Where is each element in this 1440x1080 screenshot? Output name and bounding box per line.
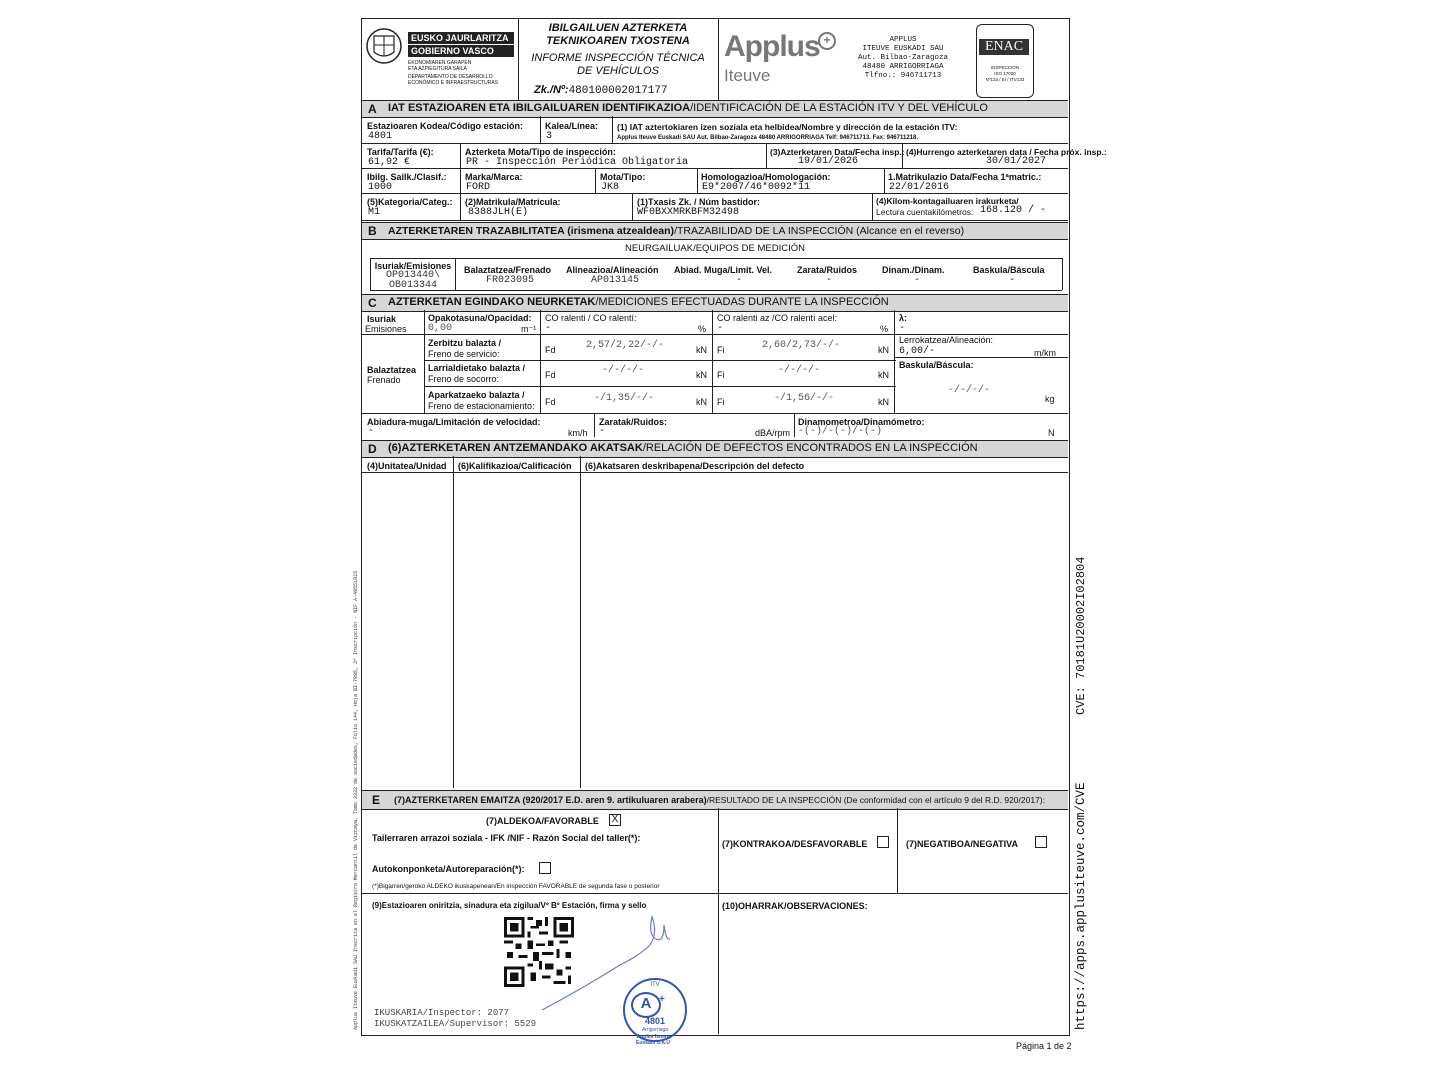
speed-label: Abiadura-muga/Limitación de velocidad: [367, 417, 541, 427]
opacity-value: 0,00 [428, 323, 453, 334]
vin-label: (1)Txasis Zk. / Núm bastidor: [637, 197, 761, 207]
co-acc-unit: % [880, 324, 889, 334]
eq-noise-val: - [826, 275, 833, 286]
rescue-fd-label: Fd [545, 370, 556, 380]
enac-sub3: Nº133 / EI / ITV133 [985, 77, 1025, 82]
enac-logo [976, 24, 1034, 98]
eq-brake-label: Balaztatzea/Frenado [464, 265, 552, 275]
rescue-fi: -/-/-/- [778, 365, 821, 376]
eq-align-label: Alineazioa/Alineación [566, 265, 659, 275]
opacity-label: Opakotasuna/Opacidad: [428, 313, 532, 323]
vin-value: WF0BXXMRKBFM32498 [637, 207, 740, 218]
eq-emissions-label: Isuriak/Emisiones [374, 261, 452, 271]
gov-name1: EUSKO JAURLARITZA [408, 32, 514, 44]
selfrepair-label: Autokonponketa/Autoreparación(*): [372, 864, 525, 874]
gov-logo [364, 22, 514, 92]
section-b-letter: B [368, 224, 377, 238]
parking-fd-label: Fd [545, 397, 556, 407]
section-d-title-es: /RELACIÓN DE DEFECTOS ENCONTRADOS EN LA INSPECCIÓN [642, 442, 978, 454]
inspector: IKUSKARIA/Inspector: 2077 [374, 1008, 510, 1018]
section-d-title-eu: (6)AZTERKETAREN ANTZEMANDAKO AKATSAK [388, 442, 643, 454]
co-label: CO ralenti / CO ralentí: [545, 313, 637, 323]
section-d-title [388, 442, 978, 454]
brand-sub: Iteuve [724, 66, 771, 85]
plus-icon: + [818, 32, 836, 50]
rescue-label2: Freno de socorro: [428, 374, 500, 384]
km-label1: (4)Kilom-kontagailuaren irakurketa/ [876, 196, 1019, 206]
co-value: - [545, 323, 552, 334]
stamp-number: 4801 [644, 1016, 666, 1026]
itv-name: Applus Iteuve Euskadi SAU Aut. Bilbao-Zaragoza 48480 ARRIGORRIAGA Telf: 946711713. Fax: 946711218. [617, 135, 918, 141]
scale-label: Baskula/Báscula: [899, 360, 974, 370]
section-a-title-es: /IDENTIFICACIÓN DE LA ESTACIÓN ITV Y DEL VEHÍCULO [690, 102, 988, 114]
align-unit: m/km [1034, 348, 1056, 358]
co-unit: % [698, 324, 707, 334]
title-line2: TEKNIKOAREN TXOSTENA [546, 35, 690, 47]
section-e-title-es: /RESULTADO DE LA INSPECCIÓN (De conformidad con el artículo 9 del R.D. 920/2017): [706, 795, 1045, 805]
gov-dept4: ECONÓMICO E INFRAESTRUCTURAS [408, 80, 499, 86]
gov-shield-icon [364, 26, 404, 66]
scale-unit: kg [1045, 394, 1055, 404]
parking-fi-unit: kN [878, 397, 889, 407]
col-qualification: (6)Kalifikazioa/Calificación [458, 461, 572, 471]
parking-fi-label: Fi [717, 397, 725, 407]
equipment-title: NEURGAILUAK/EQUIPOS DE MEDICIÓN [624, 243, 805, 254]
stamp-company1: Applus Iteuve [636, 1034, 670, 1040]
brake-label2: Frenado [367, 375, 401, 385]
emissions-label1: Isuriak [367, 314, 397, 324]
service-fd: 2,57/2,22/-/- [586, 340, 665, 351]
insp-date: 19/01/2026 [798, 156, 859, 167]
lambda-label: λ: [899, 313, 908, 323]
service-fi-unit: kN [878, 345, 889, 355]
title-line3: INFORME INSPECCIÓN TÉCNICA [531, 52, 705, 64]
type-label: Mota/Tipo: [600, 172, 646, 182]
service-fi: 2,60/2,73/-/- [762, 340, 841, 351]
registry-text: Applus Iteuve Euskadi SAU Inscrita en el Registro Mercantil de Vizcaya, Tomo 3332 de sociedades, Folio 144, Hoja BI-7985, 3ª Inscripción - NIF A-48551815 [353, 570, 359, 1030]
page-number: Página 1 de 2 [1016, 1041, 1072, 1051]
section-d-letter: D [368, 442, 377, 456]
doc-number-row [534, 84, 668, 97]
km-value: 168.120 / - [980, 205, 1047, 216]
first-reg: 22/01/2016 [889, 182, 950, 193]
company-line2: ITEUVE EUSKADI SAU [862, 45, 944, 53]
eq-dyn-label: Dinam./Dinam. [882, 265, 945, 275]
section-a-title [388, 102, 988, 114]
eq-speed-label: Abiad. Muga/Limit. Vel. [674, 265, 773, 275]
stamp-bottom: Arrigorriaga [641, 1027, 669, 1033]
rescue-label1: Larrialdietako balazta / [428, 363, 526, 373]
eq-speed-val: - [736, 275, 743, 286]
station-code: 4801 [368, 131, 393, 142]
supervisor: IKUSKATZAILEA/Supervisor: 5529 [374, 1019, 537, 1029]
eq-brake-val: FR023095 [486, 275, 535, 286]
speed-unit: km/h [568, 428, 588, 438]
brand-label: Marka/Marca: [465, 172, 523, 182]
eq-dyn-val: - [914, 275, 921, 286]
homol-value: E9*2007/46*0092*11 [702, 182, 811, 193]
brand-value: FORD [466, 182, 491, 193]
negative-label: (7)NEGATIBOA/NEGATIVA [906, 839, 1018, 849]
insp-type-label: Azterketa Mota/Tipo de inspección: [465, 147, 616, 157]
stamp-plus-icon: + [659, 994, 665, 1005]
category-value: M1 [368, 207, 381, 218]
col-unit: (4)Unitatea/Unidad [367, 461, 447, 471]
eq-emissions-val1: OP013440\ [385, 270, 440, 281]
dyn-unit: N [1048, 428, 1055, 438]
section-c-title-eu: AZTERKETAN EGINDAKO NEURKETAK [388, 296, 596, 308]
co-acc-label: CO ralenti az /CO ralentí acel: [717, 313, 838, 323]
stamp-a-icon: A [631, 992, 661, 1018]
emissions-label2: Emisiones [365, 324, 407, 334]
cve-url[interactable]: https://apps.applusiteuve.com/CVE [1074, 782, 1088, 1030]
favorable-checkbox[interactable]: X [609, 814, 621, 826]
line-label: Kalea/Línea: [545, 121, 599, 131]
rescue-fd-unit: kN [696, 370, 707, 380]
gov-name2: GOBIERNO VASCO [408, 45, 514, 57]
parking-fi: -/1,56/-/- [774, 393, 835, 404]
section-e-title-eu: (7)AZTERKETAREN EMAITZA (920/2017 E.D. aren 9. artikuluaren arabera) [394, 795, 707, 805]
title-es [520, 52, 716, 78]
eq-emissions-val2: OB013344 [388, 280, 437, 291]
company-line1: APPLUS [889, 36, 917, 44]
align-value: 6,00/- [899, 346, 936, 357]
first-reg-label: 1.Matrikulazio Data/Fecha 1ªmatric.: [888, 172, 1042, 182]
noise-label: Zaratak/Ruidos: [599, 417, 668, 427]
class-label: Ibilg. Sailk./Clasif.: [367, 172, 447, 182]
itv-name-label: (1) IAT aztertokiaren izen soziala eta helbidea/Nombre y dirección de la estación ITV: [617, 122, 958, 132]
enac-sub1: INSPECCIÓN [990, 65, 1019, 70]
dyn-label: Dinamometroa/Dinamómetro: [798, 417, 925, 427]
eq-scale-val: - [1009, 275, 1016, 286]
enac-text: ENAC [979, 39, 1029, 55]
title-eu [520, 22, 716, 48]
rescue-fi-unit: kN [878, 370, 889, 380]
station-code-label: Estazioaren Kodea/Código estación: [367, 121, 524, 131]
section-c-title-es: /MEDICIONES EFECTUADAS DURANTE LA INSPECCIÓN [595, 296, 889, 308]
eq-scale-label: Baskula/Báscula [973, 265, 1045, 275]
section-a-title-eu: IAT ESTAZIOAREN ETA IBILGAILUAREN IDENTIFIKAZIOA [388, 102, 691, 114]
section-b-title-eu: AZTERKETAREN TRAZABILITATEA (irismena atzealdean) [388, 225, 675, 237]
section-a-letter: A [368, 102, 377, 116]
tariff-label: Tarifa/Tarifa (€): [367, 147, 434, 157]
align-label: Lerrokatzea/Alineación: [899, 335, 994, 345]
parking-label2: Freno de estacionamiento: [428, 401, 535, 411]
gov-dept1: EKONOMIAREN GARAPEN [408, 60, 472, 66]
parking-fd: -/1,35/-/- [594, 393, 655, 404]
stamp-company2: Euskadi S.A.U [636, 1040, 670, 1046]
unfavorable-checkbox[interactable] [877, 836, 889, 848]
speed-value: - [368, 426, 375, 437]
enac-sub2: ISO 17020 [994, 71, 1016, 76]
rescue-fi-label: Fi [717, 370, 725, 380]
col-description: (6)Akatsaren deskribapena/Descripción del defecto [585, 461, 805, 471]
brand-logo: Applus [724, 30, 820, 63]
section-b-title-es: /TRAZABILIDAD DE LA INSPECCIÓN (Alcance en el reverso) [674, 225, 965, 237]
gov-dept2: ETA AZPIEGITURA SAILA [408, 66, 467, 72]
parking-fd-unit: kN [696, 397, 707, 407]
eq-noise-label: Zarata/Ruidos [797, 265, 858, 275]
favorable-label: (7)ALDEKOA/FAVORABLE [486, 816, 599, 826]
rescue-fd: -/-/-/- [602, 365, 645, 376]
doc-number-label: Zk./Nº: [534, 84, 569, 96]
lambda-value: - [899, 323, 906, 334]
service-fd-label: Fd [545, 345, 556, 355]
noise-unit: dBA/rpm [755, 428, 791, 438]
eq-align-val: AP013145 [591, 275, 640, 286]
homol-label: Homologazioa/Homologación: [701, 172, 831, 182]
service-label2: Freno de servicio: [428, 349, 500, 359]
insp-date-label: (3)Azterketaren Data/Fecha insp.: [770, 147, 905, 157]
selfrepair-checkbox[interactable] [539, 862, 551, 874]
dyn-value: -(-)/-(-)/-(-) [798, 426, 883, 437]
tariff-value: 61,92 € [368, 157, 411, 168]
section-b-title [388, 225, 964, 237]
unfavorable-label: (7)KONTRAKOA/DESFAVORABLE [722, 839, 868, 849]
station-stamp [623, 978, 687, 1042]
stamp-top: ITV [650, 982, 660, 988]
brake-label1: Balaztatzea [367, 365, 417, 375]
signature-label: (9)Estazioaren oniritzia, sinadura eta zigilua/Vº Bº Estación, firma y sello [372, 901, 647, 910]
workshop-label: Tailerraren arrazoi soziala - IFK /NIF - Razón Social del taller(*): [372, 833, 641, 843]
scale-value: -/-/-/- [948, 385, 991, 396]
observations-label: (10)OHARRAK/OBSERVACIONES: [722, 901, 868, 911]
co-acc-value: - [717, 323, 724, 334]
opacity-unit: m⁻¹ [521, 324, 537, 334]
plate-value: 8388JLH(E) [468, 207, 529, 218]
parking-label1: Aparkatzaeko balazta / [428, 390, 525, 400]
section-c-title [388, 296, 889, 308]
footnote: (*)Bigarren/geroko ALDEKO ikuskapenean/En inspección FAVORABLE de segunda fase o posterior [372, 883, 660, 890]
km-label2: Lectura cuentakilómetros: [876, 207, 974, 217]
section-c-letter: C [368, 296, 377, 310]
next-date-label: (4)Hurrengo azterketaren data / Fecha próx. insp.: [906, 147, 1107, 157]
cve-code: CVE: 70181U20002I02804 [1074, 556, 1088, 715]
line-value: 3 [546, 131, 553, 142]
section-e-title [394, 795, 1045, 805]
negative-checkbox[interactable] [1035, 836, 1047, 848]
next-date: 30/01/2027 [986, 156, 1047, 167]
class-value: 1000 [368, 182, 393, 193]
company-line3: Aut. Bilbao-Zaragoza [857, 54, 948, 62]
company-address [848, 36, 958, 81]
section-e-letter: E [372, 793, 381, 807]
title-line4: DE VEHÍCULOS [577, 65, 659, 77]
service-fi-label: Fi [717, 345, 725, 355]
company-line4: 48480 ARRIGORRIAGA [862, 63, 944, 71]
company-line5: Tlfno.: 946711713 [864, 72, 942, 80]
type-value: JK8 [601, 182, 620, 193]
category-label: (5)Kategoria/Categ.: [367, 197, 453, 207]
doc-number: 480100002017177 [568, 85, 668, 97]
stamp-company [620, 1034, 686, 1046]
plate-label: (2)Matrikula/Matrícula: [465, 197, 561, 207]
service-label1: Zerbitzu balazta / [428, 338, 502, 348]
service-fd-unit: kN [696, 345, 707, 355]
insp-type: PR - Inspección Periódica Obligatoria [466, 157, 689, 168]
noise-value: - [599, 426, 606, 437]
title-line1: IBILGAILUEN AZTERKETA [548, 22, 688, 34]
gov-dept3: DEPARTAMENTO DE DESARROLLO [408, 74, 493, 80]
